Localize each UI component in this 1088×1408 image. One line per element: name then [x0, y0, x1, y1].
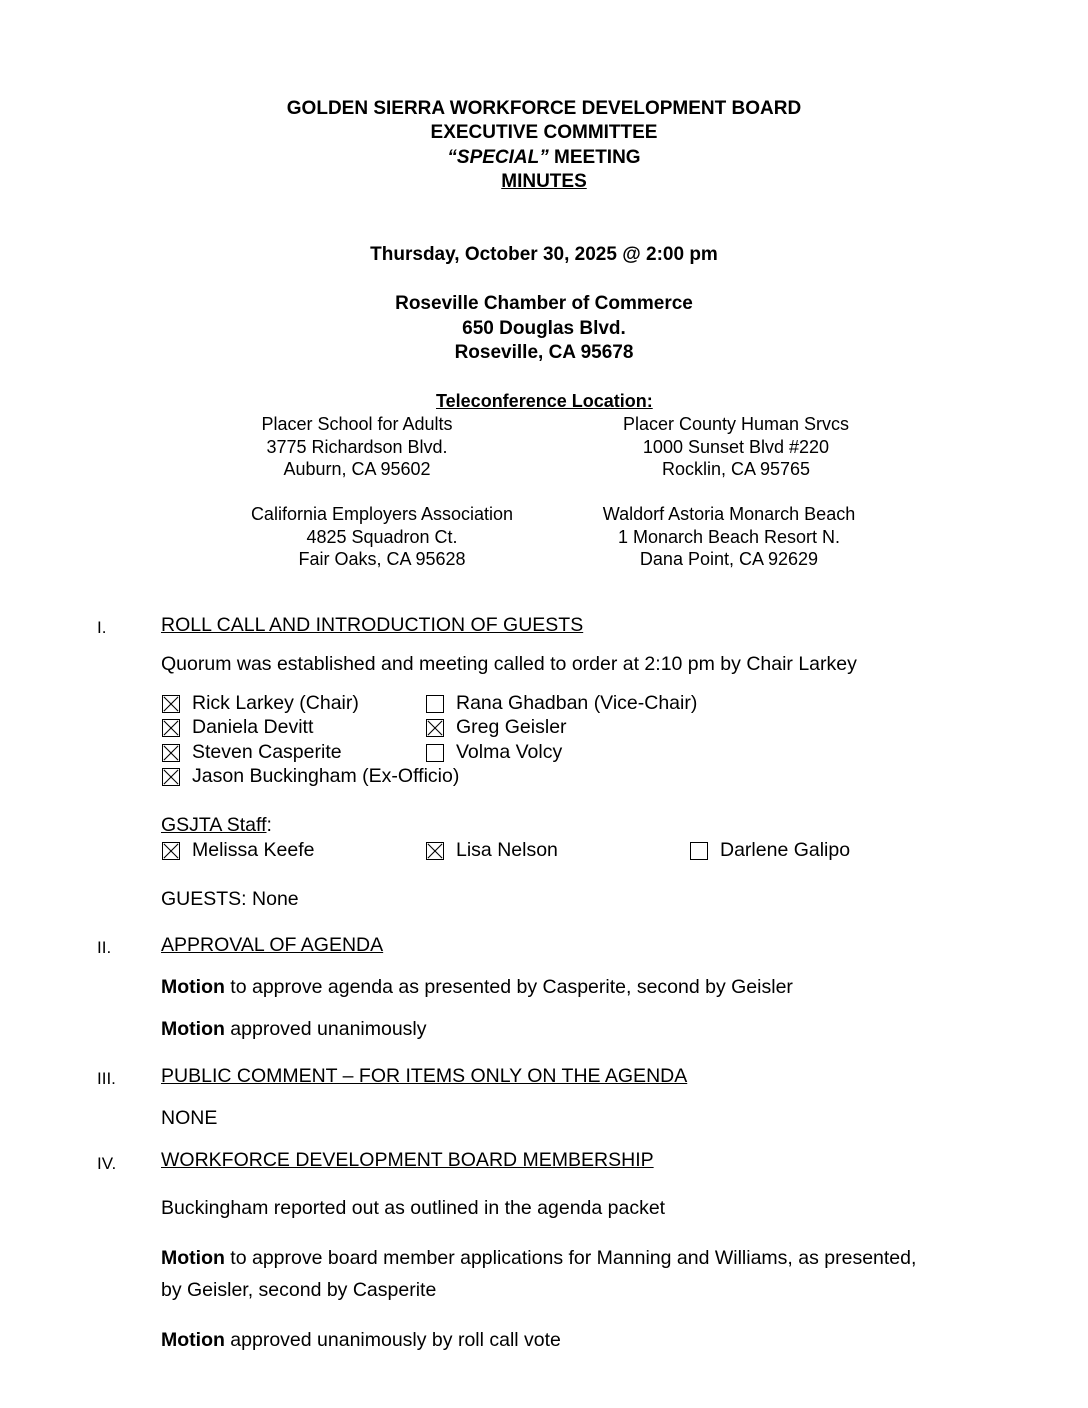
section-title-agenda: APPROVAL OF AGENDA	[161, 934, 384, 956]
section-title-roll-call: ROLL CALL AND INTRODUCTION OF GUESTS	[161, 614, 584, 636]
member-checkbox: Jason Buckingham (Ex-Officio)	[162, 765, 459, 788]
membership-motion: Motion to approve board member applications for Manning and Williams, as presented,	[161, 1247, 917, 1269]
public-comment-text: NONE	[161, 1107, 218, 1129]
section-title-membership: WORKFORCE DEVELOPMENT BOARD MEMBERSHIP	[161, 1149, 654, 1171]
checkbox-icon	[690, 842, 708, 860]
special-label: “SPECIAL”	[447, 147, 549, 168]
agenda-motion: Motion to approve agenda as presented by Casperite, second by Geisler	[161, 976, 793, 998]
membership-motion-continued: by Geisler, second by Casperite	[161, 1279, 437, 1301]
checkbox-icon	[162, 719, 180, 737]
board-title: GOLDEN SIERRA WORKFORCE DEVELOPMENT BOARD	[286, 98, 802, 119]
checkbox-icon	[426, 842, 444, 860]
meeting-type	[0, 146, 1088, 171]
teleconference-location: California Employers Association 4825 Squadron Ct. Fair Oaks, CA 95628	[250, 504, 514, 569]
staff-checkbox: Melissa Keefe	[162, 839, 314, 862]
teleconference-location: Placer County Human Srvcs 1000 Sunset Blvd #220 Rocklin, CA 95765	[622, 414, 850, 479]
member-checkbox: Rick Larkey (Chair)	[162, 692, 359, 715]
venue-name: Roseville Chamber of Commerce	[395, 293, 693, 314]
meeting-label: MEETING	[548, 147, 641, 168]
member-checkbox: Volma Volcy	[426, 741, 562, 764]
section-number: III.	[97, 1069, 116, 1088]
teleconference-location: Waldorf Astoria Monarch Beach 1 Monarch Beach Resort N. Dana Point, CA 92629	[602, 504, 856, 569]
member-checkbox: Daniela Devitt	[162, 716, 313, 739]
member-checkbox: Greg Geisler	[426, 716, 567, 739]
section-number: IV.	[97, 1154, 117, 1173]
section-number: II.	[97, 938, 112, 957]
membership-report: Buckingham reported out as outlined in the agenda packet	[161, 1197, 666, 1219]
checkbox-icon	[426, 744, 444, 762]
checkbox-icon	[162, 768, 180, 786]
guests-text: GUESTS: None	[161, 888, 299, 910]
membership-motion-result: Motion approved unanimously by roll call vote	[161, 1329, 561, 1351]
quorum-text: Quorum was established and meeting called to order at 2:10 pm by Chair Larkey	[161, 653, 857, 675]
minutes-heading	[0, 170, 1088, 195]
agenda-motion-result: Motion approved unanimously	[161, 1018, 427, 1040]
staff-checkbox: Darlene Galipo	[690, 839, 850, 862]
meeting-datetime: Thursday, October 30, 2025 @ 2:00 pm	[370, 244, 718, 265]
checkbox-icon	[426, 719, 444, 737]
venue-city: Roseville, CA 95678	[454, 342, 634, 363]
staff-checkbox: Lisa Nelson	[426, 839, 558, 862]
minutes-label: MINUTES	[501, 171, 587, 192]
member-checkbox: Steven Casperite	[162, 741, 342, 764]
venue-address: 650 Douglas Blvd.	[462, 318, 626, 339]
staff-label: GSJTA Staff:	[161, 814, 272, 836]
checkbox-icon	[162, 744, 180, 762]
checkbox-icon	[426, 695, 444, 713]
teleconference-location: Placer School for Adults 3775 Richardson Blvd. Auburn, CA 95602	[261, 414, 453, 479]
checkbox-icon	[162, 695, 180, 713]
teleconference-title: Teleconference Location:	[436, 391, 653, 411]
section-number: I.	[97, 618, 107, 637]
member-checkbox: Rana Ghadban (Vice-Chair)	[426, 692, 697, 715]
committee-title: EXECUTIVE COMMITTEE	[430, 122, 658, 143]
section-title-public-comment: PUBLIC COMMENT – FOR ITEMS ONLY ON THE AGENDA	[161, 1065, 688, 1087]
checkbox-icon	[162, 842, 180, 860]
